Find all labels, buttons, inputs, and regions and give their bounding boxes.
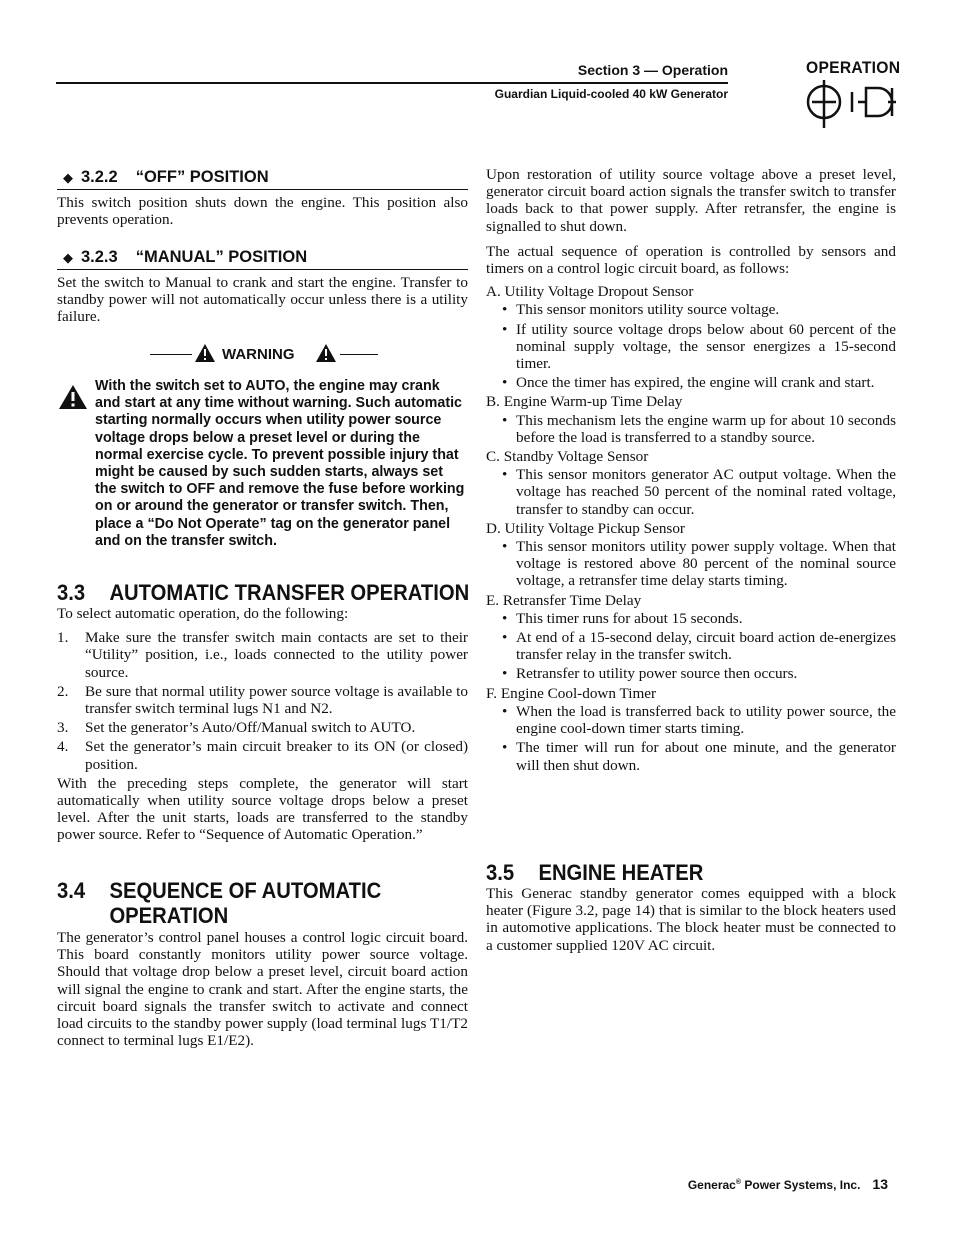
- list-item: 3. Set the generator’s Auto/Off/Manual switch to AUTO.: [57, 719, 416, 737]
- paragraph-s34-body: The generator’s control panel houses a control logic circuit board. This board constantly monitors utility power source voltage. Should that voltage drop below a preset level, circuit board action will signal the engine to crank and start. After the engine starts, the circuit board signals the transfer switch to activate and connect load circuits to the standby power supply (load terminal lugs T1/T2 connect to terminal lugs E1/E2).: [57, 929, 468, 1050]
- warning-triangle-icon: [58, 384, 88, 410]
- list-item: E. Retransfer Time Delay • This timer runs for about 15 seconds. • At end of a 15-second delay, circuit board action de-energizes transfer relay in the transfer switch. • Retransfer to utility power source then occurs.: [486, 592, 896, 683]
- heading-3-4: 3.4 SEQUENCE OF AUTOMATIC OPERATION: [57, 878, 382, 928]
- list-item: 4. Set the generator’s main circuit breaker to its ON (or closed) position.: [57, 738, 468, 773]
- running-header-section: Section 3 — Operation: [577, 62, 728, 78]
- switch-symbol-icon: [800, 78, 900, 130]
- paragraph-restoration: Upon restoration of utility source voltage above a preset level, generator circuit board action signals the transfer switch to transfer loads back to that power supply. After retransfer, the engine is signalled to shut down.: [486, 166, 896, 235]
- list-item: • Retransfer to utility power source then occurs.: [486, 665, 896, 682]
- header-rule: [56, 82, 728, 84]
- list-item: 2. Be sure that normal utility power source voltage is available to transfer switch terminal lugs N1 and N2.: [57, 682, 468, 718]
- paragraph-s33-intro: To select automatic operation, do the following:: [57, 605, 349, 622]
- section-3-3: [57, 580, 468, 844]
- operation-badge-label: OPERATION: [806, 58, 901, 77]
- list-item: C. Standby Voltage Sensor • This sensor monitors generator AC output voltage. When the voltage has reached 50 percent of the nominal rated voltage, transfer to standby can occur.: [486, 448, 896, 518]
- list-item: • This sensor monitors generator AC output voltage. When the voltage has reached 50 percent of the nominal rated voltage, transfer to standby can occur.: [486, 466, 896, 518]
- list-item: • The timer will run for about one minute, and the generator will then shut down.: [486, 739, 896, 773]
- list-item: B. Engine Warm-up Time Delay • This mechanism lets the engine warm up for about 10 seconds before the load is transferred to a standby source.: [486, 393, 896, 446]
- warning-triangle-icon: [194, 343, 216, 363]
- heading-3-3: 3.3 AUTOMATIC TRANSFER OPERATION: [57, 580, 470, 605]
- right-column: [486, 166, 896, 776]
- page-number: 13: [872, 1176, 888, 1192]
- paragraph-off-position: This switch position shuts down the engine. This position also prevents operation.: [57, 194, 468, 229]
- sequence-list: [486, 283, 896, 773]
- warning-label: WARNING: [222, 346, 295, 363]
- diamond-bullet-icon: ◆: [63, 170, 73, 185]
- list-item: • This sensor monitors utility power supply voltage. When that voltage is restored above 80 percent of the nominal source voltage, a retransfer time delay starts timing.: [486, 538, 896, 590]
- warning-rule-right: [340, 354, 378, 355]
- list-item: F. Engine Cool-down Timer • When the load is transferred back to utility power source, the engine cool-down timer starts timing. • The timer will run for about one minute, and the generator will then shut down.: [486, 685, 896, 774]
- paragraph-sequence: The actual sequence of operation is controlled by sensors and timers on a control logic circuit board, as follows:: [486, 242, 896, 278]
- warning-rule-left: [150, 354, 192, 355]
- heading-3-2-3: ◆ 3.2.3 “MANUAL” POSITION: [57, 248, 468, 270]
- page-footer: Generac® Power Systems, Inc. 13: [687, 1176, 888, 1192]
- steps-list: [57, 629, 468, 773]
- heading-3-5: 3.5 ENGINE HEATER: [486, 860, 704, 885]
- paragraph-manual-position: Set the switch to Manual to crank and start the engine. Transfer to standby power will not automatically occur unless there is a utility failure.: [57, 274, 468, 326]
- warning-text: With the switch set to AUTO, the engine may crank and start at any time without warning. Such automatic starting normally occurs when utility power source voltage drops below a preset level or during the normal exercise cycle. To prevent possible injury that might be caused by such sudden starts, always set the switch to OFF and remove the fuse before working on or around the generator or transfer switch. Then, place a “Do Not Operate” tag on the generator panel and on the transfer switch.: [95, 378, 465, 549]
- list-item: • If utility source voltage drops below about 60 percent of the nominal supply voltage, the sensor energizes a 15-second timer.: [486, 321, 896, 373]
- list-item: • This sensor monitors utility source voltage.: [486, 301, 896, 318]
- paragraph-engine-heater: This Generac standby generator comes equipped with a block heater (Figure 3.2, page 14) that is similar to the block heaters used in automotive applications. The block heater must be connected to a customer supplied 120V AC circuit.: [486, 885, 896, 954]
- list-item: A. Utility Voltage Dropout Sensor • This sensor monitors utility source voltage. • If utility source voltage drops below about 60 percent of the nominal supply voltage, the sensor energizes a 15-second timer. • Once the timer has expired, the engine will crank and start.: [486, 283, 896, 391]
- running-header-subtitle: Guardian Liquid-cooled 40 kW Generator: [494, 87, 728, 101]
- section-3-5: [486, 860, 896, 954]
- list-item: • At end of a 15-second delay, circuit board action de-energizes transfer relay in the transfer switch.: [486, 629, 896, 663]
- list-item: • Once the timer has expired, the engine will crank and start.: [486, 374, 896, 391]
- list-item: • This timer runs for about 15 seconds.: [486, 610, 896, 627]
- warning-heading: [150, 343, 378, 367]
- list-item: • When the load is transferred back to utility power source, the engine cool-down timer starts timing.: [486, 703, 896, 737]
- list-item: • This mechanism lets the engine warm up for about 10 seconds before the load is transferred to a standby source.: [486, 412, 896, 446]
- paragraph-s33-body: With the preceding steps complete, the generator will start automatically when utility source voltage drops below a preset level. After the unit starts, loads are transferred to the standby power source. Refer to “Sequence of Automatic Operation.”: [57, 774, 468, 844]
- heading-3-2-2: ◆ 3.2.2 “OFF” POSITION: [57, 168, 468, 190]
- diamond-bullet-icon: ◆: [63, 250, 73, 265]
- list-item: D. Utility Voltage Pickup Sensor • This sensor monitors utility power supply voltage. When that voltage is restored above 80 percent of the nominal source voltage, a retransfer time delay starts timing.: [486, 520, 896, 590]
- section-3-4: [57, 878, 468, 1049]
- list-item: 1. Make sure the transfer switch main contacts are set to their “Utility” position, i.e., loads connected to the utility power source.: [57, 629, 468, 681]
- warning-triangle-icon: [314, 343, 338, 363]
